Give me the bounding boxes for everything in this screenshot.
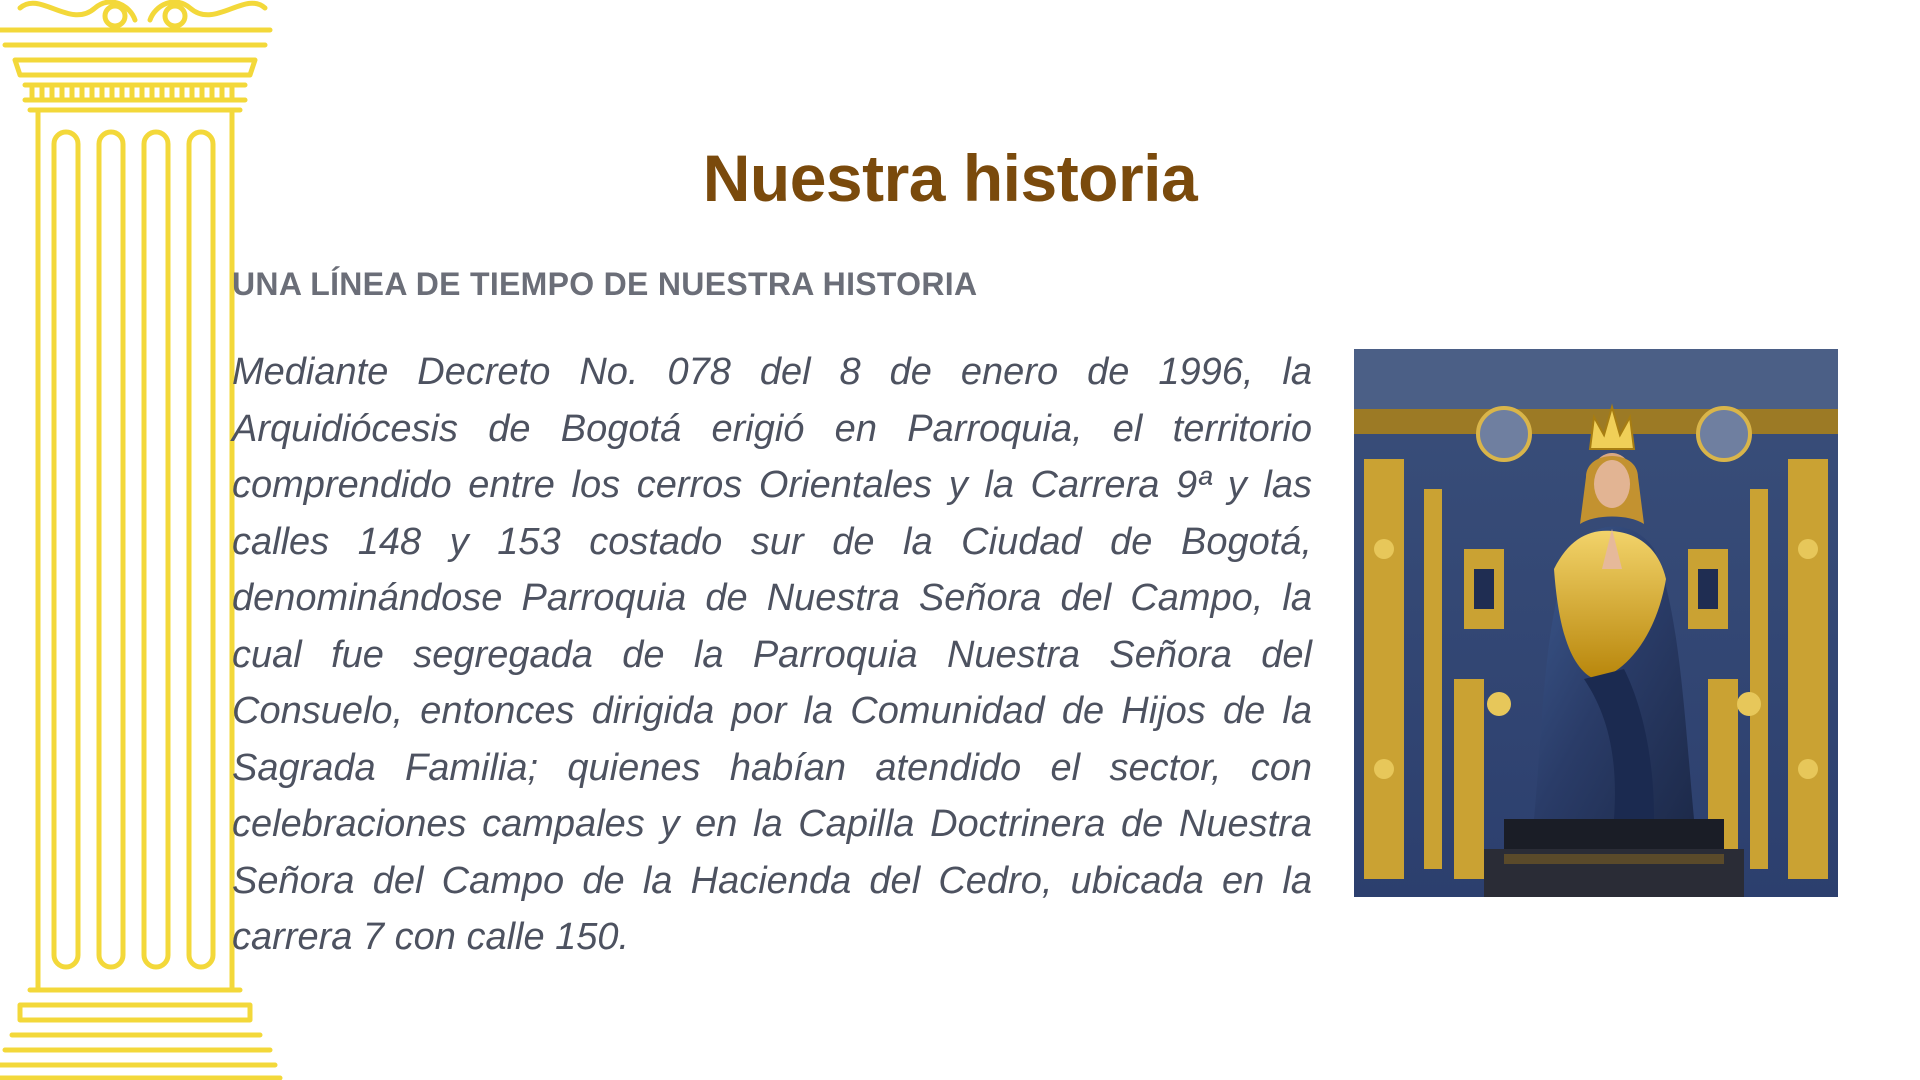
section-subtitle: UNA LÍNEA DE TIEMPO DE NUESTRA HISTORIA [232,266,978,302]
virgin-statue-photo [1354,349,1838,897]
history-paragraph: Mediante Decreto No. 078 del 8 de enero de 1996, la Arquidiócesis de Bogotá erigió en Parroquia, el territorio comprendido entre los cerros Orientales y la Carrera 9ª y las calles 148 y 153 costado sur de la Ciudad de Bogotá, denominándose Parroquia de Nuestra Señora del Campo, la cual fue segregada de la Parroquia Nuestra Señora del Consuelo, entonces dirigida por la Comunidad de Hijos de la Sagrada Familia; quienes habían atendido el sector, con celebraciones campales y en la Capilla Doctrinera de Nuestra Señora del Campo de la Hacienda del Cedro, ubicada en la carrera 7 con calle 150. [232,351,1312,958]
page-title: Nuestra historia [702,141,1198,215]
